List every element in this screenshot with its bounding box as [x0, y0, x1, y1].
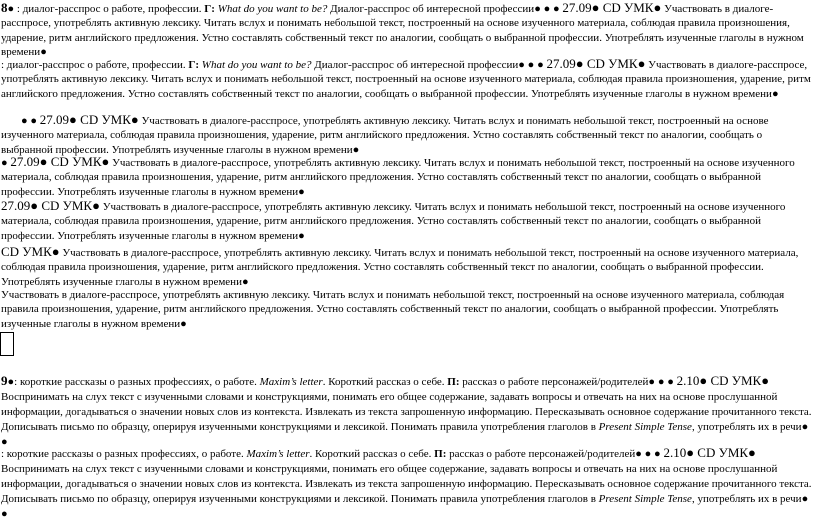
letter-title: Maxim’s letter: [259, 376, 323, 388]
bullet-icon: ●: [7, 3, 15, 15]
lesson-date: 27.09: [10, 154, 40, 169]
lesson-date: 27.09: [546, 56, 576, 71]
cd-label: ● CD УМК●: [686, 445, 756, 460]
lesson-date: 27.09: [562, 0, 592, 15]
cd-label: ● CD УМК●: [575, 56, 646, 71]
cd-label: ● CD УМК●: [30, 198, 100, 213]
bullet-icon: ●: [7, 376, 15, 388]
objectives-text: Участвовать в диалоге-расспросе, употреблять активную лексику. Читать вслух и понимать небольшой текст, построенный на основе изученного материала, соблюдая правила произношения, ударение, ритм английского предложения. Устно составлять собственный текст по аналогии, сообщать о выбранной профессии. Употреблять изученные глаголы в нужном времени: [1, 289, 785, 330]
lesson-date: 2.10: [663, 445, 687, 460]
bullet-end-icon: ●: [298, 185, 305, 198]
bullet-end-icon: ●: [180, 317, 187, 330]
bullet-end-icon: ● ●: [1, 421, 809, 448]
objectives-text: Участвовать в диалоге-расспросе, употреблять активную лексику. Читать вслух и понимать небольшой текст, построенный на основе изученного материала, соблюдая правила произношения, ударение, ритм английского предложения. Устно составлять собственный текст по аналогии, сообщать о выбранной профессии. Употреблять изученные глаголы в нужном времени: [1, 59, 811, 100]
bullet-end-icon: ● ●: [1, 493, 809, 520]
grammar-rest: Диалог-расспрос об интересной профессии: [311, 59, 519, 71]
bullet-end-icon: ●: [241, 275, 249, 288]
cd-label: ● CD УМК●: [39, 154, 110, 169]
p-rest: рассказ о работе персонажей/родителей: [459, 376, 649, 388]
lesson-date: 27.09: [1, 198, 31, 213]
bullet-dots: ● ● ●: [534, 3, 563, 15]
p-label: П:: [447, 376, 460, 388]
objectives-tail: , употреблять их в речи: [691, 493, 802, 505]
lesson-9-entry-repeat: [1, 445, 813, 522]
grammar-rest: Диалог-расспрос об интересной профессии: [327, 3, 535, 15]
lesson-8-entry-repeat: [1, 199, 813, 243]
bullet-dots: ● ● ●: [648, 376, 677, 388]
topic-text: : диалог-расспрос о работе, профессии.: [1, 59, 189, 71]
bullet-dots: ● ●: [21, 115, 40, 127]
grammar-title: What do you want to be?: [201, 59, 312, 71]
bullet-dots: ●: [1, 157, 11, 169]
cd-label: ● CD УМК●: [69, 112, 139, 127]
cd-label: ● CD УМК●: [591, 0, 662, 15]
lesson-8-entry-repeat: [1, 57, 813, 101]
topic-text: : короткие рассказы о разных профессиях, о работе.: [14, 376, 260, 388]
p-rest: рассказ о работе персонажей/родителей: [446, 448, 636, 460]
grammar-label: Г:: [204, 3, 215, 15]
objectives-text: Участвовать в диалоге-расспросе, употреблять активную лексику. Читать вслух и понимать небольшой текст, построенный на основе изученного материала, соблюдая правила произношения, ударение, ритм английского предложения. Устно составлять собственный текст по аналогии, сообщать о выбранной профессии. Употреблять изученные глаголы в нужном времени: [1, 157, 795, 198]
bullet-end-icon: ●: [352, 143, 360, 156]
lesson-8-entry-repeat: [1, 155, 813, 199]
p-label: П:: [434, 448, 447, 460]
bullet-dots: ● ● ●: [518, 59, 547, 71]
lesson-8-entry-repeat: [1, 245, 813, 289]
bullet-end-icon: ●: [40, 46, 47, 59]
lesson-number: 8: [1, 0, 8, 15]
lesson-9-entry: [1, 373, 813, 450]
objectives-text: Участвовать в диалоге-расспросе, употреблять активную лексику. Читать вслух и понимать небольшой текст, построенный на основе изученного материала, соблюдая правила произношения, ударение, ритм английского предложения. Устно составлять собственный текст по аналогии, сообщать о выбранной профессии. Употреблять изученные глаголы в нужном времени: [1, 247, 799, 288]
letter-title: Maxim’s letter: [246, 448, 310, 460]
grammar-title: What do you want to be?: [217, 3, 328, 15]
bullet-dots: ● ● ●: [635, 448, 664, 460]
lesson-8-entry-repeat: [1, 113, 813, 157]
lesson-8-entry-repeat: [1, 288, 813, 331]
objectives-text: Участвовать в диалоге-расспросе, употреблять активную лексику. Читать вслух и понимать небольшой текст, построенный на основе изученного материала, соблюдая правила произношения, ударение, ритм английского предложения. Устно составлять собственный текст по аналогии, сообщать о выбранной профессии. Употреблять изученные глаголы в нужном времени: [1, 201, 786, 242]
cd-label: CD УМК●: [1, 244, 60, 259]
lesson-8-entry: [1, 1, 813, 60]
topic-text: : короткие рассказы о разных профессиях, о работе.: [1, 448, 247, 460]
objectives-text: Воспринимать на слух текст с изученными словами и конструкциями, понимать его общее содержание, задавать вопросы и отвечать на них на основе прослушанной информации, догадываться о значении новых слов из контекста. Извлекать из текста запрошенную информацию. Пересказывать основное содержание прочитанного текста. Дописывать письмо по образцу, оперируя изученными конструкциями и лексикой. Понимать правила употребления глаголов в: [1, 391, 812, 433]
lesson-date: 2.10: [676, 373, 700, 388]
empty-box: [0, 332, 14, 356]
lesson-date: 27.09: [39, 112, 70, 127]
bullet-end-icon: ●: [771, 87, 779, 100]
grammar-tense: Present Simple Tense: [598, 493, 692, 505]
topic-text: : диалог-расспрос о работе, профессии.: [16, 3, 205, 15]
objectives-tail: , употреблять их в речи: [691, 421, 802, 433]
objectives-text: Воспринимать на слух текст с изученными словами и конструкциями, понимать его общее содержание, задавать вопросы и отвечать на них на основе прослушанной информации, догадываться о значении новых слов из контекста. Извлекать из текста запрошенную информацию. Пересказывать основное содержание прочитанного текста. Дописывать письмо по образцу, оперируя изученными конструкциями и лексикой. Понимать правила употребления глаголов в: [1, 463, 812, 505]
grammar-tense: Present Simple Tense: [598, 421, 692, 433]
lesson-number: 9: [1, 373, 8, 388]
objectives-text: Участвовать в диалоге-расспросе, употреблять активную лексику. Читать вслух и понимать небольшой текст, построенный на основе изученного материала, соблюдая правила произношения, ударение, ритм английского предложения. Устно составлять собственный текст по аналогии, сообщать о выбранной профессии. Употреблять изученные глаголы в нужном времени: [1, 3, 804, 59]
bullet-end-icon: ●: [298, 229, 305, 242]
objectives-text: Участвовать в диалоге-расспросе, употреблять активную лексику. Читать вслух и понимать небольшой текст, построенный на основе изученного материала, соблюдая правила произношения, ударение, ритм английского предложения. Устно составлять собственный текст по аналогии, сообщать о выбранной профессии. Употреблять изученные глаголы в нужном времени: [1, 115, 769, 156]
grammar-label: Г:: [188, 59, 200, 71]
topic-mid: . Короткий рассказ о себе.: [309, 448, 435, 460]
cd-label: ● CD УМК●: [699, 373, 770, 388]
topic-mid: . Короткий рассказ о себе.: [322, 376, 448, 388]
